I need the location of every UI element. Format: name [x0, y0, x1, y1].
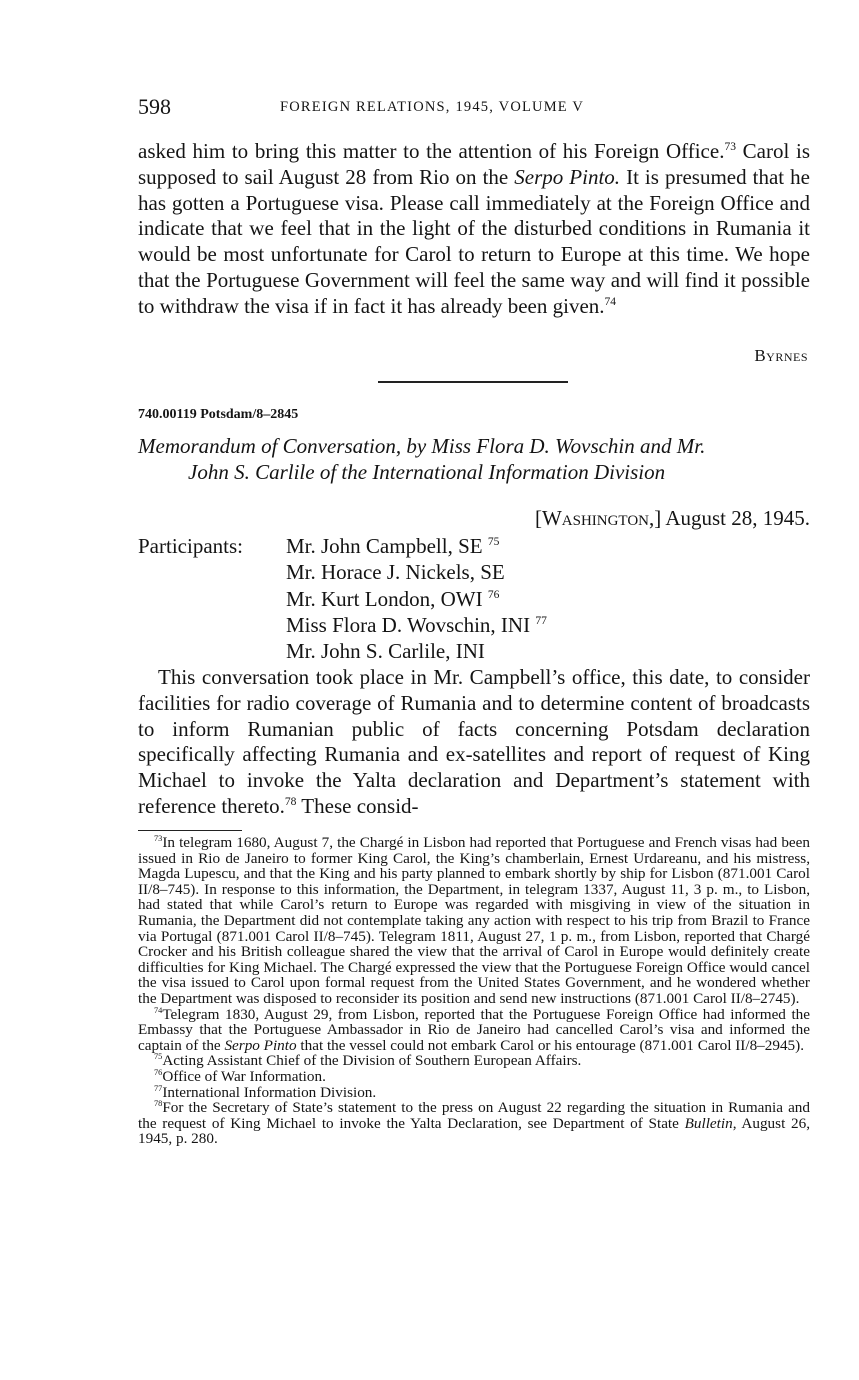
participant [286, 612, 547, 638]
footnote-text: International Information Division. [162, 1083, 377, 1101]
footnotes [138, 835, 810, 1147]
footnote-number: 75 [154, 1052, 163, 1062]
footnote-78 [138, 1100, 810, 1147]
footnote-ref[interactable]: 75 [487, 536, 500, 548]
publication-title: Bulletin [684, 1114, 733, 1132]
participants-label: Participants: [138, 534, 243, 558]
signature: Byrnes [754, 346, 808, 365]
footnote-divider [138, 830, 242, 831]
dateline-place: [Washington,] [534, 506, 662, 530]
footnote-ref[interactable]: 74 [604, 295, 617, 308]
footnote-76 [138, 1069, 810, 1085]
footnote-75 [138, 1053, 810, 1069]
footnote-text: Office of War Information. [162, 1067, 326, 1085]
memorandum-paragraph [138, 665, 810, 820]
footnote-73 [138, 835, 810, 1007]
participant-name: Mr. John S. Carlile, INI [286, 639, 485, 664]
participant-name: Mr. Horace J. Nickels, SE [286, 560, 505, 585]
footnote-text: Acting Assistant Chief of the Division of Southern European Affairs. [162, 1052, 582, 1070]
footnote-ref[interactable]: 77 [535, 614, 547, 627]
footnote-text: In telegram 1680, August 7, the Chargé in Lisbon had reported that Portuguese and French visas had been issued in Rio de Janeiro to former King Carol, the King’s chamberlain, Ernest Urdareanu, and his mistress, Magda Lupescu, and that the King and his party planned to embark shortly by ship for Lisbon (871.001 Carol II/8–745). In response to this information, the Department, in telegram 1337, August 11, 3 p. m., to Lisbon, had stated that while Carol’s return to Europe was regarded with misgiving in view of the situation in Rumania, the Department did not contemplate taking any action with respect to his trip from Brazil to France via Portugal (871.001 Carol II/8–745). Telegram 1811, August 27, 1 p. m., from Lisbon, reported that Chargé Crocker and his British colleague shared the view that the arrival of Carol in Europe would definitely create difficulties for King Michael. The Chargé expressed the view that the Portuguese Foreign Office would cancel the visa issued to Carol upon formal request from the United States Government, and he wondered whether the Department was disposed to reconsider its position and send new instructions (871.001 Carol II/8–2745). [138, 834, 810, 1007]
participant-name: Mr. Kurt London, OWI [286, 586, 483, 611]
ship-name: Serpo Pinto. [514, 164, 621, 189]
footnote-number: 74 [154, 1005, 163, 1015]
page-header [138, 94, 810, 124]
text-span: It is presumed that he has gotten a Portuguese visa. Please call immediately at the Foreign Office and indicate that we feel that in the light of the disturbed conditions in Rumania it would be most unfortunate for Carol to return to Europe at this time. We hope that the Portuguese Government will feel the same way and will find it possible to withdraw the visa if in fact it has already been given. [138, 164, 810, 318]
title-line: John S. Carlile of the International Information Division [188, 460, 666, 484]
footnote-ref[interactable]: 76 [487, 588, 500, 601]
page-number: 598 [138, 94, 171, 119]
participant [286, 638, 547, 664]
text-span: This conversation took place in Mr. Campbell’s office, this date, to consider facilities for radio coverage of Rumania and to determine content of broadcasts to inform Rumanian public of facts concerning Potsdam declaration specifically affecting Rumania and ex-satellites and report of request of King Michael to invoke the Yalta declaration and Department’s statement with reference thereto. [138, 665, 810, 818]
document-title [138, 433, 810, 485]
footnote-number: 78 [154, 1099, 163, 1109]
section-divider [378, 381, 568, 383]
footnote-74 [138, 1007, 810, 1054]
footnote-text: , August 26, 1945, p. 280. [138, 1114, 810, 1148]
footnote-ref[interactable]: 73 [724, 141, 736, 153]
participant [286, 533, 547, 559]
dateline-date: August 28, 1945. [661, 506, 810, 530]
footnote-number: 77 [154, 1083, 163, 1093]
participant [286, 559, 547, 585]
footnote-number: 76 [154, 1067, 163, 1077]
participants-list [286, 533, 547, 664]
footnote-text: For the Secretary of State’s statement to the press on August 22 regarding the situation in Rumania and the request of King Michael to invoke the Yalta Declaration, see Department of State [138, 1099, 810, 1132]
text-span: Carol is supposed to sail August 28 from Rio on the [138, 139, 810, 189]
participant-name: Miss Flora D. Wovschin, INI [286, 612, 531, 637]
file-number: 740.00119 Potsdam/8–2845 [138, 407, 299, 422]
ship-name: Serpo Pinto [224, 1036, 297, 1054]
dateline [535, 506, 810, 531]
footnote-77 [138, 1085, 810, 1101]
footnote-ref[interactable]: 78 [284, 795, 297, 808]
running-head: FOREIGN RELATIONS, 1945, VOLUME V [280, 99, 585, 115]
participant-name: Mr. John Campbell, SE [286, 534, 483, 558]
text-span: asked him to bring this matter to the attention of his Foreign Office. [138, 139, 725, 163]
continuation-paragraph [138, 139, 810, 320]
title-line: Memorandum of Conversation, by Miss Flora D. Wovschin and Mr. [138, 434, 706, 458]
text-span: These consid- [296, 793, 419, 818]
footnote-text: Telegram 1830, August 29, from Lisbon, reported that the Portuguese Foreign Office had informed the Embassy that the Portuguese Ambassador in Rio de Janeiro had cancelled Carol’s visa and informed the captain of the [138, 1005, 810, 1054]
footnote-number: 73 [154, 833, 163, 843]
footnote-text: that the vessel could not embark Carol or his entourage (871.001 Carol II/8–2945). [296, 1036, 804, 1054]
participant [286, 586, 547, 612]
